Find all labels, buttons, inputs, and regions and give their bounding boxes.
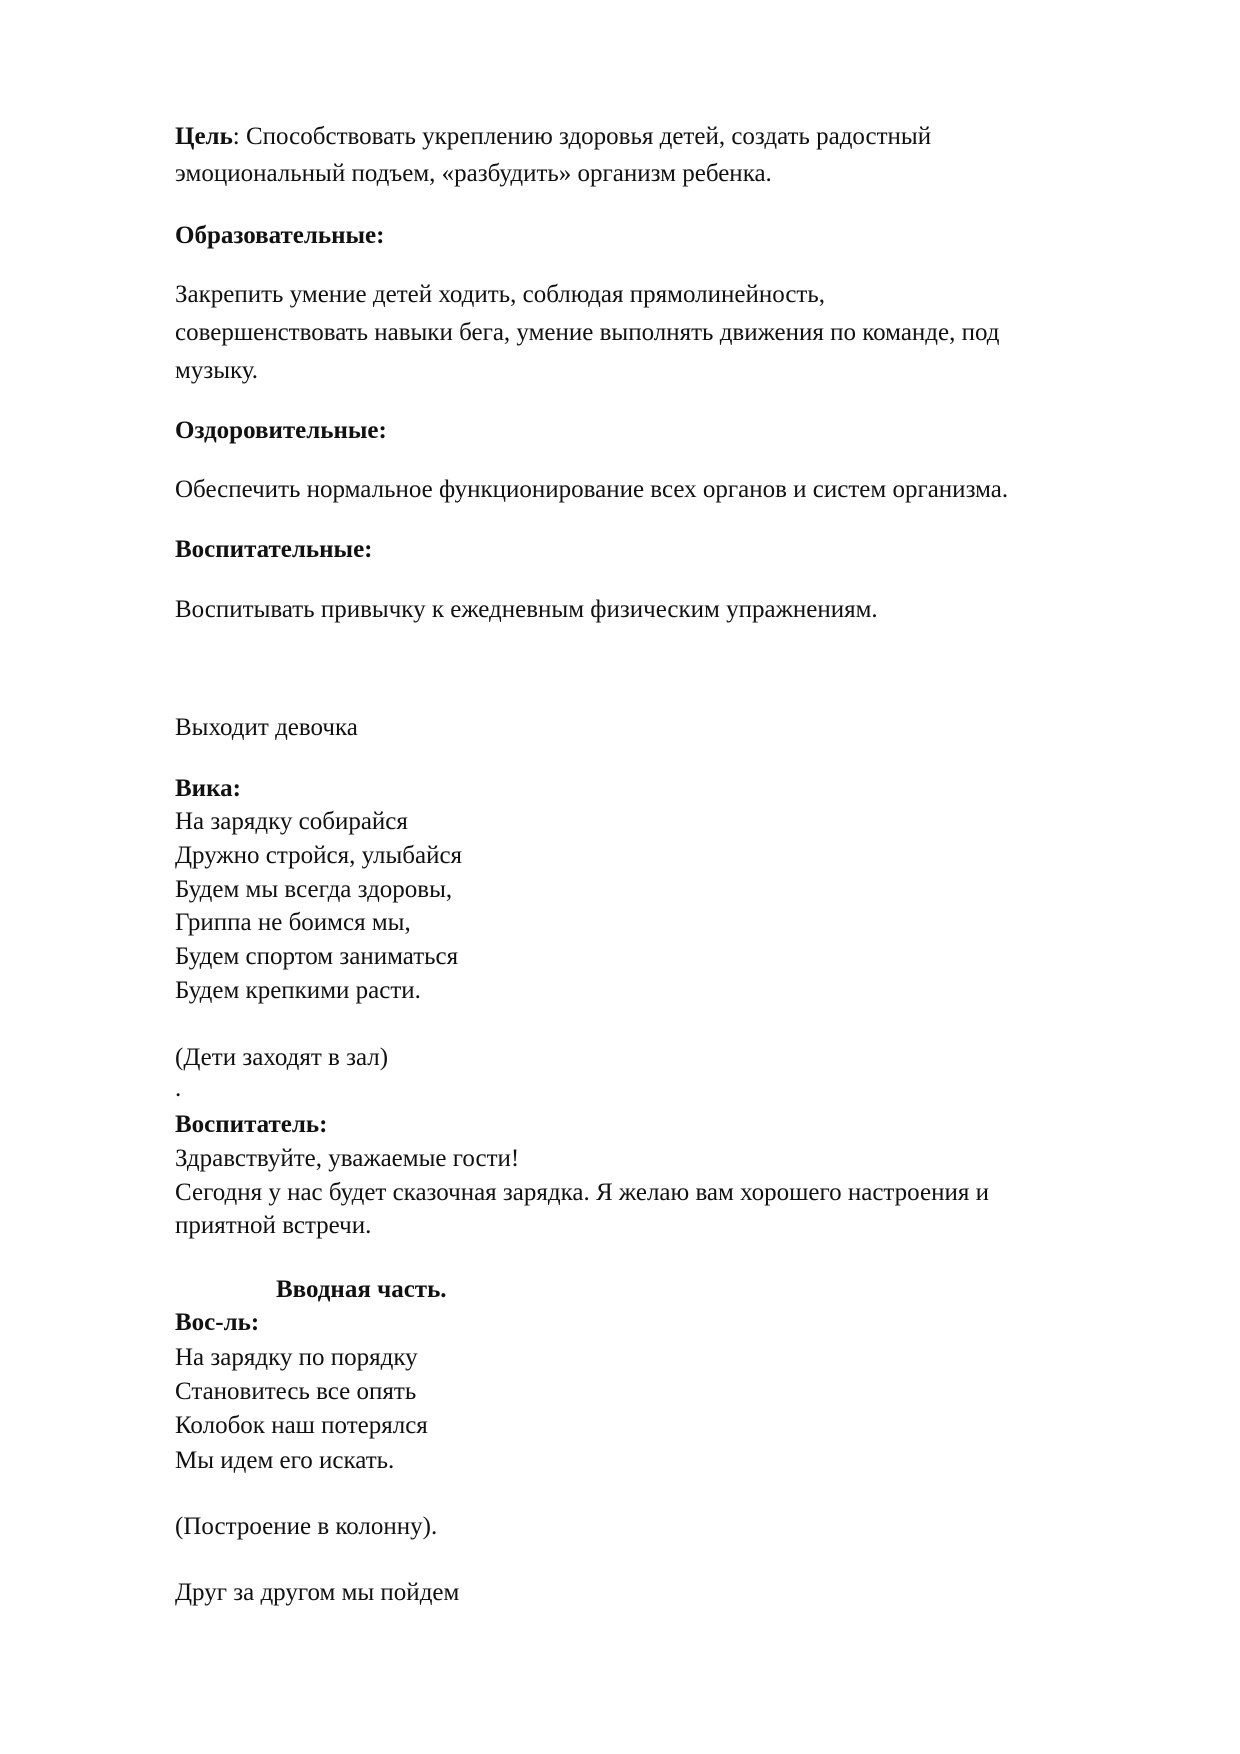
teacher-speaker: Воспитатель: [175,1111,328,1138]
goal-paragraph: Цель: Способствовать укреплению здоровья детей, создать радостный [175,123,932,150]
column-remark: (Построение в колонну). [175,1513,438,1540]
verse-line: Мы идем его искать. [175,1447,395,1474]
verse-line: На зарядку по порядку [175,1344,418,1371]
goal-text-line: эмоциональный подъем, «разбудить» организм ребенка. [175,160,772,187]
verse-line: Колобок наш потерялся [175,1412,428,1439]
verse-line: Будем крепкими расти. [175,977,421,1004]
upbringing-heading: Воспитательные: [175,536,373,563]
verse-line: Гриппа не боимся мы, [175,909,411,936]
dot: . [175,1075,182,1102]
teacher-line: Сегодня у нас будет сказочная зарядка. Я желаю вам хорошего настроения и [175,1179,989,1206]
intro-remark: Выходит девочка [175,714,358,741]
educational-text-line: совершенствовать навыки бега, умение выполнять движения по команде, под [175,319,1000,346]
health-heading: Оздоровительные: [175,417,387,444]
upbringing-text: Воспитывать привычку к ежедневным физическим упражнениям. [175,596,878,623]
vika-speaker: Вика: [175,775,241,802]
verse-line: Дружно стройся, улыбайся [175,842,463,869]
educational-heading: Образовательные: [175,222,385,249]
educational-text-line: музыку. [175,357,259,384]
verse-line: Друг за другом мы пойдем [175,1579,460,1606]
children-enter-remark: (Дети заходят в зал) [175,1044,389,1071]
intro-part-heading: Вводная часть. [276,1276,447,1303]
educational-text-line: Закрепить умение детей ходить, соблюдая прямолинейность, [175,281,825,308]
teacher-line: Здравствуйте, уважаемые гости! [175,1145,520,1172]
intro-part-speaker: Вос-ль: [175,1309,260,1336]
verse-line: Будем спортом заниматься [175,943,459,970]
verse-line: Становитесь все опять [175,1378,417,1405]
teacher-line: приятной встречи. [175,1212,372,1239]
verse-line: На зарядку собирайся [175,808,408,835]
health-text: Обеспечить нормальное функционирование всех органов и систем организма. [175,476,1009,503]
verse-line: Будем мы всегда здоровы, [175,876,453,903]
goal-label: Цель [175,123,233,150]
